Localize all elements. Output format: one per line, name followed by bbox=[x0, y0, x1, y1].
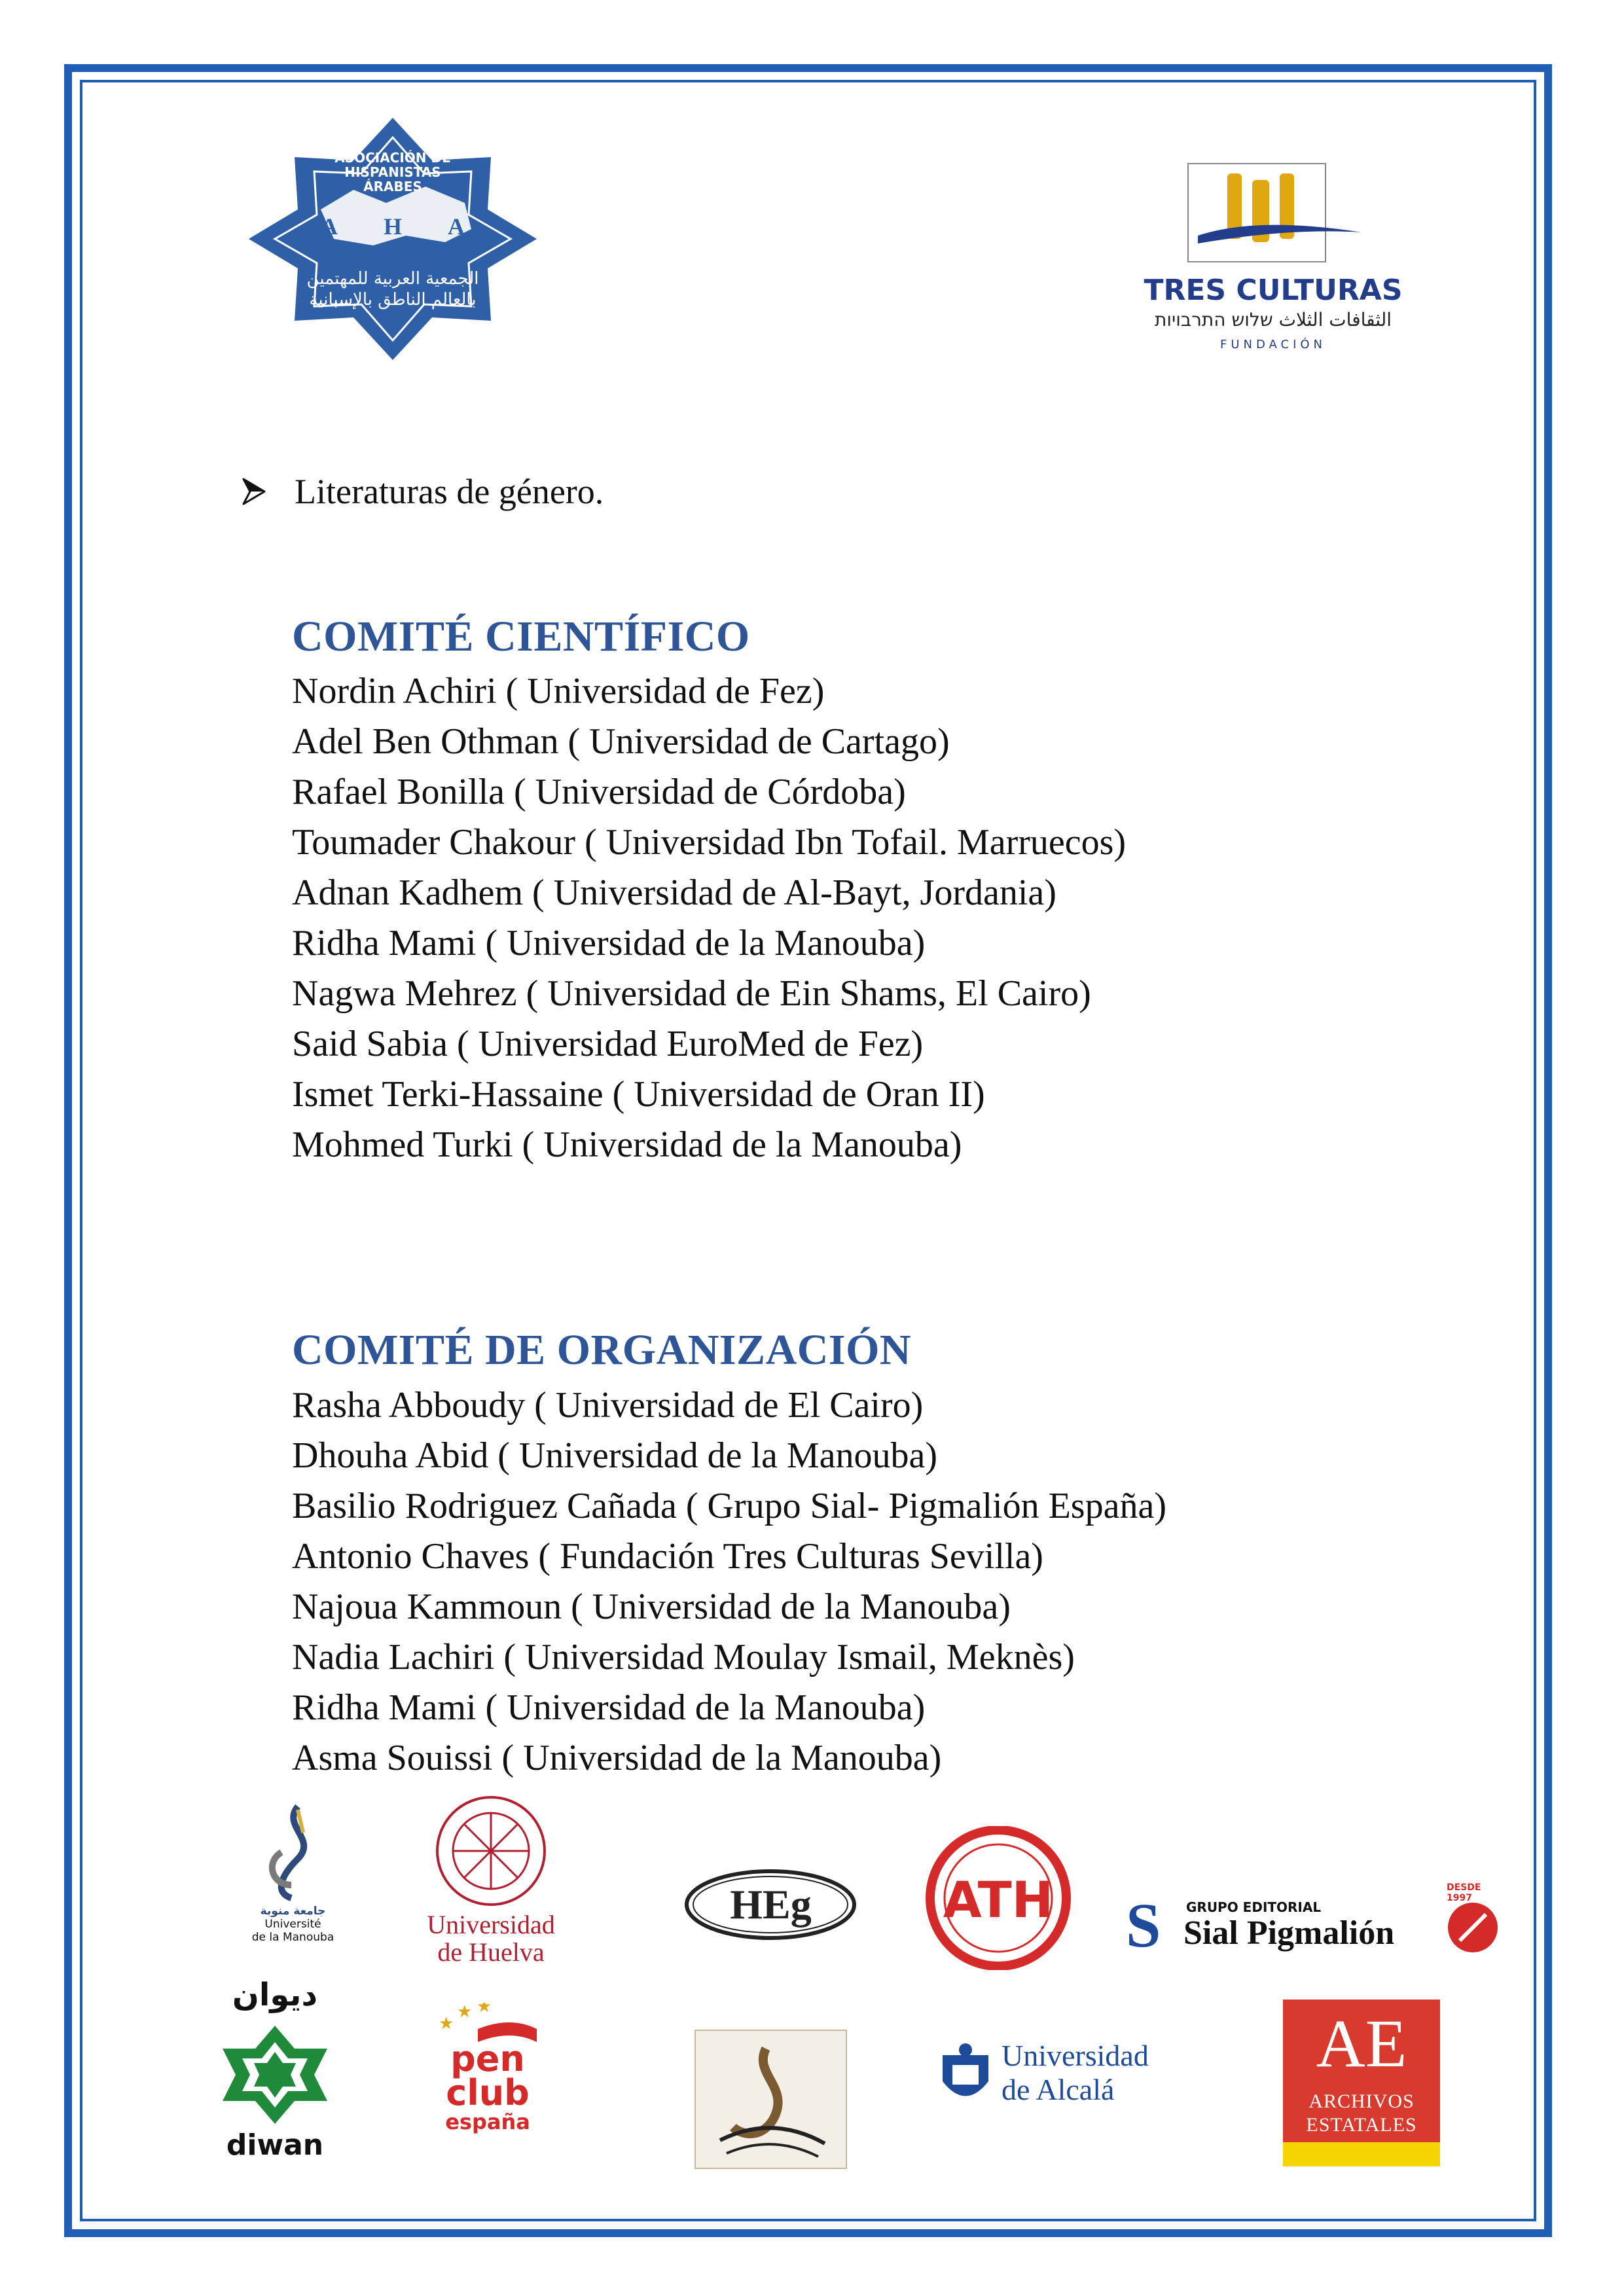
list-item: Adnan Kadhem ( Universidad de Al-Bayt, Jordania) bbox=[292, 872, 1056, 913]
list-item: Nordin Achiri ( Universidad de Fez) bbox=[292, 671, 825, 711]
list-item: Adel Ben Othman ( Universidad de Cartago) bbox=[292, 721, 950, 762]
list-item: Najoua Kammoun ( Universidad de la Manouba) bbox=[292, 1587, 1011, 1627]
aha-text-line2: HISPANISTAS bbox=[344, 164, 441, 180]
aha-letter-a2: A bbox=[447, 213, 465, 240]
diwan-star-icon bbox=[216, 2022, 334, 2127]
list-item: Basilio Rodriguez Cañada ( Grupo Sial- Pigmalión España) bbox=[292, 1486, 1166, 1526]
list-item: Ridha Mami ( Universidad de la Manouba) bbox=[292, 1687, 926, 1728]
archivos-ministry-strip bbox=[1283, 2142, 1440, 2166]
calligraphy-emblem-icon bbox=[694, 2029, 848, 2170]
manouba-logo bbox=[219, 1800, 367, 1964]
sial-pigmalion-logo bbox=[1126, 1882, 1506, 1960]
archivos-line2: ESTATALES bbox=[1306, 2114, 1417, 2136]
sial-name: Sial Pigmalión bbox=[1183, 1914, 1395, 1952]
manouba-arabic: جامعة منوبة bbox=[260, 1905, 326, 1918]
aha-letter-h: H bbox=[383, 213, 402, 240]
list-item: Asma Souissi ( Universidad de la Manouba) bbox=[292, 1738, 942, 1778]
diwan-arabic: ديوان bbox=[232, 1977, 318, 2013]
svg-text:★: ★ bbox=[477, 2003, 492, 2016]
aha-logo bbox=[242, 111, 543, 367]
aha-text-line3: ÁRABES bbox=[363, 179, 422, 194]
pen-line1: pen bbox=[450, 2038, 525, 2079]
alcala-line2: de Alcalá bbox=[1001, 2073, 1115, 2106]
comite-organizacion-list bbox=[292, 1380, 1166, 1784]
list-item: Mohmed Turki ( Universidad de la Manouba) bbox=[292, 1124, 962, 1165]
list-item: Rafael Bonilla ( Universidad de Córdoba) bbox=[292, 772, 906, 812]
aha-arabic-line1: الجمعية العربية للمهتمين bbox=[306, 269, 479, 289]
svg-text:★: ★ bbox=[439, 2014, 454, 2033]
list-item: Dhouha Abid ( Universidad de la Manouba) bbox=[292, 1435, 937, 1476]
aha-text-line1: ASOCIACIÓN DE bbox=[334, 150, 451, 166]
list-item: Toumader Chakour ( Universidad Ibn Tofail. Marruecos) bbox=[292, 822, 1127, 863]
heg-logo bbox=[684, 1869, 857, 1941]
topic-text: Literaturas de género. bbox=[295, 472, 604, 511]
tres-culturas-emblem-icon bbox=[1119, 105, 1427, 268]
manouba-line1: Université bbox=[264, 1918, 321, 1931]
tres-culturas-sub: FUNDACIÓN bbox=[1219, 338, 1327, 351]
manouba-emblem-icon bbox=[219, 1800, 367, 1905]
alcala-logo bbox=[936, 2039, 1185, 2117]
huelva-seal-icon bbox=[425, 1793, 556, 1908]
ath-logo bbox=[913, 1826, 1083, 1970]
aha-arabic-line2: بالعالم الناطق بالإسبانية bbox=[309, 290, 477, 310]
svg-text:★: ★ bbox=[457, 2003, 473, 2021]
archivos-line1: ARCHIVOS bbox=[1308, 2090, 1415, 2112]
diwan-latin: diwan bbox=[226, 2128, 324, 2162]
archivos-estatales-logo bbox=[1283, 2000, 1440, 2166]
manouba-line2: de la Manouba bbox=[251, 1931, 334, 1944]
alcala-crest-icon bbox=[936, 2042, 995, 2114]
pen-club-logo bbox=[432, 2003, 543, 2160]
pen-line2: club bbox=[446, 2072, 530, 2113]
tres-culturas-multilingual: الثقافات الثلاث שלוש התרבויות bbox=[1154, 309, 1392, 331]
list-item: Said Sabia ( Universidad EuroMed de Fez) bbox=[292, 1024, 924, 1064]
tres-culturas-name: TRES CULTURAS bbox=[1144, 274, 1403, 307]
arrow-bullet-icon bbox=[242, 478, 266, 505]
comite-organizacion-heading: COMITÉ DE ORGANIZACIÓN bbox=[292, 1326, 912, 1374]
huelva-logo bbox=[425, 1793, 556, 1967]
comite-cientifico-list bbox=[292, 666, 1126, 1170]
sial-s-icon: S bbox=[1126, 1890, 1161, 1960]
heg-text: HEg bbox=[730, 1881, 812, 1928]
comite-cientifico-heading: COMITÉ CIENTÍFICO bbox=[292, 613, 750, 660]
calligraphy-logo bbox=[694, 2029, 848, 2170]
list-item: Nagwa Mehrez ( Universidad de Ein Shams, El Cairo) bbox=[292, 973, 1091, 1014]
tres-culturas-logo bbox=[1119, 105, 1427, 373]
aha-letter-a1: A bbox=[321, 213, 338, 240]
huelva-line2: de Huelva bbox=[437, 1937, 545, 1967]
ath-text: ATH bbox=[943, 1871, 1054, 1929]
sial-since: DESDE 1997 bbox=[1447, 1882, 1481, 1903]
pen-line3: españa bbox=[445, 2109, 530, 2134]
huelva-line1: Universidad bbox=[427, 1910, 555, 1939]
list-item: Rasha Abboudy ( Universidad de El Cairo) bbox=[292, 1385, 924, 1426]
diwan-logo bbox=[216, 1977, 334, 2166]
topic-item bbox=[242, 471, 604, 512]
sial-small-text: GRUPO EDITORIAL bbox=[1186, 1899, 1322, 1915]
alcala-line1: Universidad bbox=[1001, 2039, 1149, 2072]
list-item: Antonio Chaves ( Fundación Tres Culturas Sevilla) bbox=[292, 1536, 1043, 1577]
list-item: Ismet Terki-Hassaine ( Universidad de Oran II) bbox=[292, 1074, 985, 1115]
list-item: Ridha Mami ( Universidad de la Manouba) bbox=[292, 923, 926, 963]
archivos-letters: AE bbox=[1316, 2006, 1407, 2081]
list-item: Nadia Lachiri ( Universidad Moulay Ismail, Meknès) bbox=[292, 1637, 1075, 1677]
